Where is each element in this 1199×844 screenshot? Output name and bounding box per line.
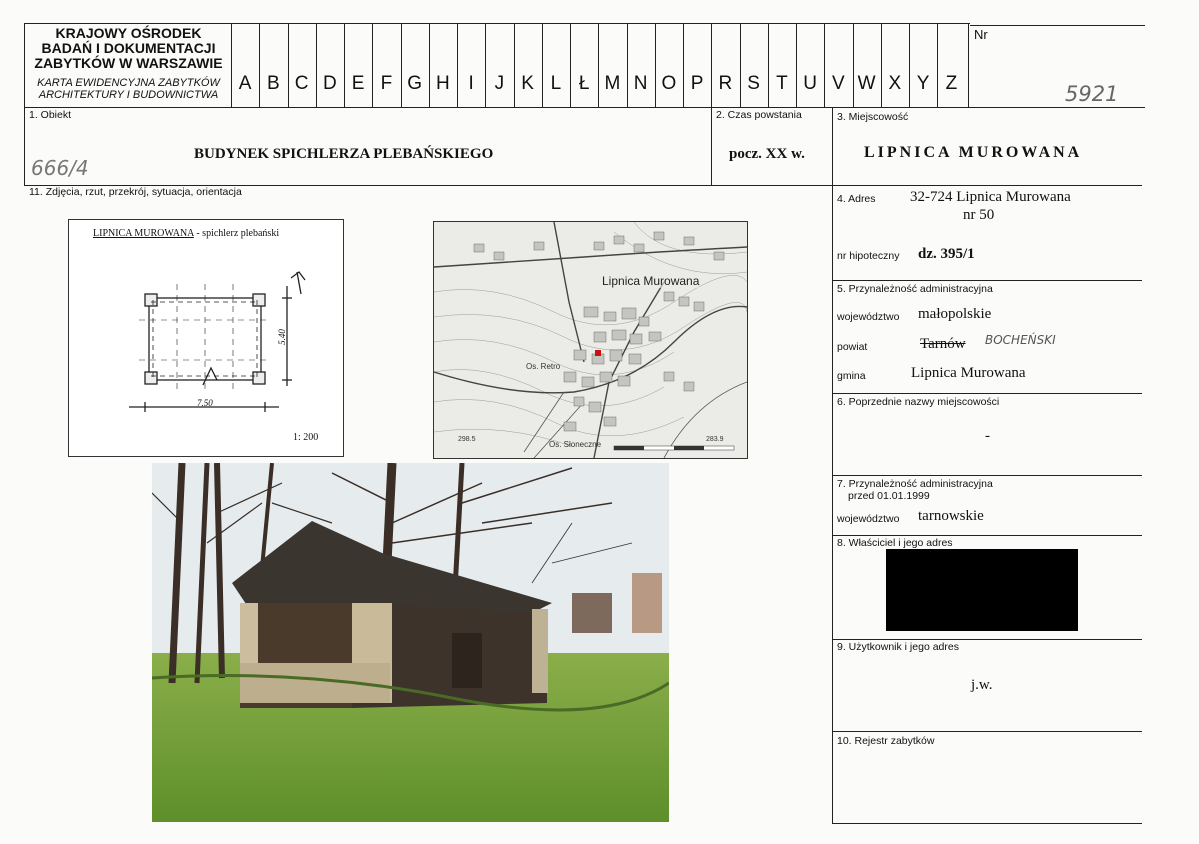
hipoteczny-value: dz. 395/1 <box>918 246 975 262</box>
letter-n: N <box>633 73 648 94</box>
letter-j: J <box>494 73 505 94</box>
obiekt-label: 1. Obiekt <box>29 109 72 121</box>
nr-divider <box>968 23 969 107</box>
miejscowosc-label: 3. Miejscowość <box>837 111 909 123</box>
letter-s: S <box>747 73 760 94</box>
letter-divider <box>570 23 571 107</box>
letter-divider <box>316 23 317 107</box>
powiat-label: powiat <box>837 341 868 353</box>
letter-divider <box>344 23 345 107</box>
plan-scale: 1: 200 <box>293 432 319 443</box>
letter-h: H <box>436 73 450 94</box>
letter-b: B <box>267 73 280 94</box>
letter-z: Z <box>945 73 958 94</box>
row-rejestr-top <box>832 731 1142 732</box>
letter-v: V <box>832 73 845 94</box>
redacted-owner-block <box>886 549 1078 631</box>
letter-divider <box>796 23 797 107</box>
plan-drawing <box>69 220 343 456</box>
letter-ł: Ł <box>578 73 590 94</box>
frame-bottom-right <box>832 823 1142 824</box>
divider-czas <box>711 107 712 185</box>
przynaleznosc-label: 5. Przynależność administracyjna <box>837 283 993 295</box>
frame-top <box>24 23 970 24</box>
wojewodztwo-old-label: województwo <box>837 513 900 525</box>
nr-value: 5921 <box>1065 82 1119 106</box>
frame-top-nr <box>970 25 1145 26</box>
letter-divider <box>627 23 628 107</box>
adres-line-1: 32-724 Lipnica Murowana <box>910 189 1071 205</box>
letter-divider <box>853 23 854 107</box>
building-photo <box>152 463 669 822</box>
przynaleznosc-old-label-2: przed 01.01.1999 <box>848 490 930 502</box>
obiekt-value: BUDYNEK SPICHLERZA PLEBAŃSKIEGO <box>194 146 494 162</box>
letter-divider <box>542 23 543 107</box>
institution-line-1: KRAJOWY OŚRODEK <box>55 25 202 41</box>
letter-a: A <box>238 73 252 94</box>
letter-divider <box>485 23 486 107</box>
gmina-value: Lipnica Murowana <box>911 365 1026 381</box>
letter-g: G <box>407 73 423 94</box>
map-drawing <box>434 222 747 458</box>
frame-header-bottom <box>24 107 1145 108</box>
miejscowosc-value: LIPNICA MUROWANA <box>864 144 1083 161</box>
wojewodztwo-value: małopolskie <box>918 306 992 322</box>
letter-divider <box>655 23 656 107</box>
hipoteczny-label: nr hipoteczny <box>837 250 900 262</box>
letter-divider <box>372 23 373 107</box>
card-type <box>26 77 231 101</box>
letter-divider <box>683 23 684 107</box>
map-label-elevation-2: 283.9 <box>706 436 724 443</box>
plan-dim-width: 7.50 <box>197 398 213 408</box>
letter-divider <box>598 23 599 107</box>
location-map <box>433 221 748 459</box>
letter-o: O <box>661 73 677 94</box>
letter-i: I <box>468 73 474 94</box>
letter-divider <box>881 23 882 107</box>
plan-title-subject: - spichlerz plebański <box>193 228 280 239</box>
letter-divider <box>429 23 430 107</box>
row-przynaleznosc-old-top <box>832 475 1142 476</box>
map-label-sloneczne: Os. Słoneczne <box>549 440 602 449</box>
card-type-line-1: KARTA EWIDENCYJNA ZABYTKÓW <box>37 77 220 89</box>
row-przynaleznosc-top <box>832 280 1142 281</box>
poprzednie-label: 6. Poprzednie nazwy miejscowości <box>837 396 1000 408</box>
plan-title-place: LIPNICA MUROWANA <box>93 228 194 239</box>
poprzednie-value: - <box>985 428 990 444</box>
gmina-label: gmina <box>837 370 866 382</box>
nr-label: Nr <box>974 27 988 42</box>
wojewodztwo-label: województwo <box>837 311 900 323</box>
map-town-label: Lipnica Murowana <box>602 274 700 288</box>
divider-right-column <box>832 107 833 823</box>
wlasciciel-label: 8. Właściciel i jego adres <box>837 537 953 549</box>
row-uzytkownik-top <box>832 639 1142 640</box>
letter-c: C <box>294 73 309 94</box>
plan-dim-depth: 5.40 <box>276 329 287 345</box>
letter-e: E <box>351 73 365 94</box>
letter-y: Y <box>916 73 930 94</box>
letter-divider <box>259 23 260 107</box>
row-poprzednie-top <box>832 393 1142 394</box>
letter-divider <box>457 23 458 107</box>
institution-line-2: BADAŃ I DOKUMENTACJI <box>41 40 216 56</box>
rejestr-label: 10. Rejestr zabytków <box>837 735 935 747</box>
institution-line-3: ZABYTKÓW W WARSZAWIE <box>34 55 223 71</box>
przynaleznosc-old-label-1: 7. Przynależność administracyjna <box>837 478 993 490</box>
photo-drawing <box>152 463 669 822</box>
wojewodztwo-old-value: tarnowskie <box>918 508 984 524</box>
letter-divider <box>937 23 938 107</box>
uzytkownik-value: j.w. <box>971 677 993 693</box>
uzytkownik-label: 9. Użytkownik i jego adres <box>837 641 959 653</box>
row-adres-top <box>832 185 1142 186</box>
letter-d: D <box>323 73 337 94</box>
letter-divider <box>909 23 910 107</box>
letter-p: P <box>690 73 704 94</box>
czas-label: 2. Czas powstania <box>716 109 802 121</box>
letter-divider <box>401 23 402 107</box>
institution-name <box>26 26 231 71</box>
frame-left <box>24 23 25 186</box>
map-label-elevation-1: 298.5 <box>458 436 476 443</box>
card-type-line-2: ARCHITEKTURY I BUDOWNICTWA <box>38 89 219 101</box>
czas-value: pocz. XX w. <box>729 146 805 162</box>
letter-divider <box>288 23 289 107</box>
zdjecia-label: 11. Zdjęcia, rzut, przekrój, sytuacja, orientacja <box>29 186 242 198</box>
adres-line-2: nr 50 <box>963 207 995 223</box>
letter-x: X <box>888 73 902 94</box>
obiekt-handwritten: 666/4 <box>31 156 89 180</box>
letter-divider <box>514 23 515 107</box>
row-wlasciciel-top <box>832 535 1142 536</box>
letter-l: L <box>550 73 562 94</box>
letter-t: T <box>776 73 788 94</box>
letter-f: F <box>380 73 393 94</box>
powiat-handwritten: BOCHEŃSKI <box>985 333 1056 347</box>
letter-m: M <box>604 73 621 94</box>
letter-k: K <box>521 73 534 94</box>
letter-r: R <box>718 73 733 94</box>
map-label-retro: Os. Retro <box>526 362 561 371</box>
letter-divider <box>740 23 741 107</box>
adres-label: 4. Adres <box>837 193 876 205</box>
powiat-value: Tarnów <box>920 336 966 352</box>
letter-divider <box>768 23 769 107</box>
letter-w: W <box>857 73 876 94</box>
floor-plan <box>68 219 344 457</box>
letter-u: U <box>803 73 817 94</box>
letter-divider <box>711 23 712 107</box>
letter-divider <box>824 23 825 107</box>
